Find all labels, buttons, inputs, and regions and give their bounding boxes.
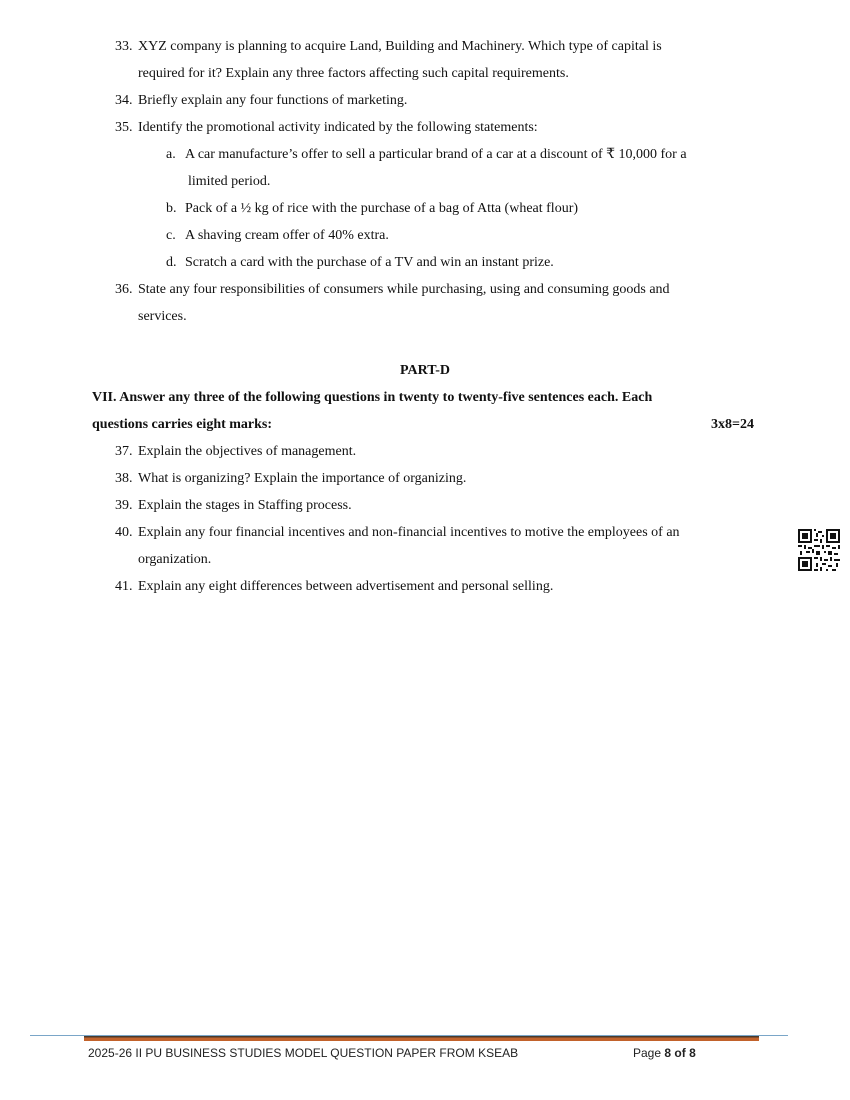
- question-number: 35.: [115, 120, 133, 135]
- sub-item-letter: d.: [166, 255, 177, 270]
- page-number: [633, 1045, 696, 1061]
- question-number: 41.: [115, 579, 133, 594]
- footer-bar: [84, 1036, 759, 1041]
- question-36: [115, 281, 670, 299]
- question-number: 34.: [115, 93, 133, 108]
- footer-title: 2025-26 II PU BUSINESS STUDIES MODEL QUESTION PAPER FROM KSEAB: [88, 1046, 519, 1060]
- question-35: [115, 119, 538, 137]
- part-d-marks: 3x8=24: [711, 417, 754, 432]
- question-number: 33.: [115, 39, 133, 54]
- sub-item-text: A shaving cream offer of 40% extra.: [185, 228, 389, 243]
- question-40-continued: organization.: [138, 552, 212, 567]
- question-41: [115, 578, 553, 596]
- question-text: Explain any eight differences between advertisement and personal selling.: [138, 579, 554, 594]
- question-36-continued: services.: [138, 309, 187, 324]
- question-34: [115, 92, 407, 110]
- page-of: of: [674, 1046, 686, 1060]
- question-38: [115, 470, 466, 488]
- question-text: Briefly explain any four functions of marketing.: [138, 93, 408, 108]
- question-number: 36.: [115, 282, 133, 297]
- part-d-instruction: VII. Answer any three of the following questions in twenty to twenty-five sentences each. Each: [92, 390, 653, 405]
- page-total: 8: [689, 1046, 696, 1060]
- page-label: Page: [633, 1046, 662, 1060]
- sub-item-letter: c.: [166, 228, 176, 243]
- sub-item-text: Pack of a ½ kg of rice with the purchase of a bag of Atta (wheat flour): [185, 201, 579, 216]
- question-text: Explain any four financial incentives and non-financial incentives to motive the employees of an: [138, 525, 680, 540]
- question-number: 38.: [115, 471, 133, 486]
- page-current: 8: [664, 1046, 672, 1060]
- sub-item-b: [166, 200, 578, 218]
- question-number: 40.: [115, 525, 133, 540]
- sub-item-d: [166, 254, 554, 272]
- question-39: [115, 497, 352, 515]
- sub-item-letter: b.: [166, 201, 177, 216]
- question-text: What is organizing? Explain the importance of organizing.: [138, 471, 467, 486]
- question-40: [115, 524, 680, 542]
- sub-item-text: Scratch a card with the purchase of a TV and win an instant prize.: [185, 255, 554, 270]
- question-text: Identify the promotional activity indicated by the following statements:: [138, 120, 538, 135]
- qr-code-icon: [798, 529, 840, 571]
- part-d-title: PART-D: [399, 363, 451, 378]
- question-number: 37.: [115, 444, 133, 459]
- question-text: Explain the objectives of management.: [138, 444, 357, 459]
- question-33: [115, 38, 662, 56]
- part-d-instruction-continued: questions carries eight marks:: [92, 417, 273, 432]
- sub-item-letter: a.: [166, 147, 176, 162]
- question-text: State any four responsibilities of consumers while purchasing, using and consuming goods and: [138, 282, 670, 297]
- sub-item-c: [166, 227, 389, 245]
- sub-item-text: A car manufacture’s offer to sell a particular brand of a car at a discount of ₹ 10,000 for a: [185, 147, 687, 162]
- question-33-continued: required for it? Explain any three factors affecting such capital requirements.: [138, 66, 569, 81]
- question-text: XYZ company is planning to acquire Land, Building and Machinery. Which type of capital is: [138, 39, 662, 54]
- sub-item-a-continued: limited period.: [188, 174, 271, 189]
- question-37: [115, 443, 356, 461]
- question-number: 39.: [115, 498, 133, 513]
- question-text: Explain the stages in Staffing process.: [138, 498, 352, 513]
- sub-item-a: [166, 146, 687, 164]
